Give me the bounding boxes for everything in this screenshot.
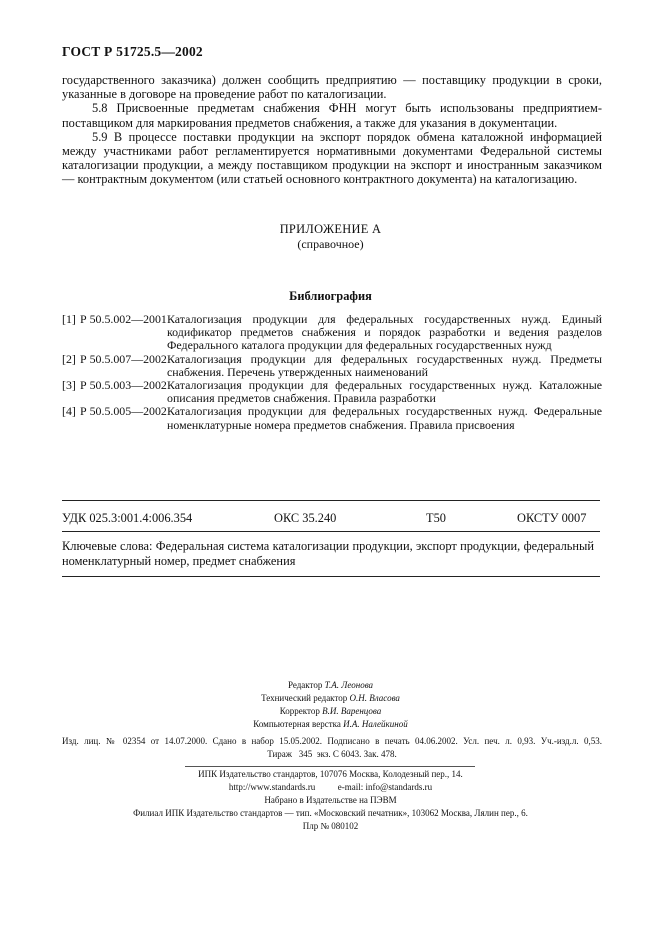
- standard-header: ГОСТ Р 51725.5—2002: [62, 44, 203, 59]
- publisher-block: [0, 768, 661, 833]
- print-info-line1: Изд. лиц. № 02354 от 14.07.2000. Сдано в набор 15.05.2002. Подписано в печать 04.06.2002. Усл. печ. л. 0,93. Уч.-изд.л. 0,53.: [62, 736, 602, 746]
- paragraph-5-9: 5.9 В процессе поставки продукции на экспорт порядок обмена каталожной информацией между участниками работ регламентируется нормативными документами Федеральной системы каталогизации продукции, а между поставщиком продукции на экспорт и иностранным заказчиком — контрактным документом (или статьей основного контрактного документа) на каталогизацию.: [62, 129, 602, 187]
- publisher-line4: Филиал ИПК Издательство стандартов — тип. «Московский печатник», 103062 Москва, Лялин пер., 6.: [133, 808, 528, 818]
- divider-short: [185, 766, 475, 767]
- credits-block: [0, 679, 661, 731]
- bibliography-item: [62, 405, 602, 431]
- credit-corrector: Корректор В.И. Варенцова: [279, 706, 382, 716]
- okstu-code: ОКСТУ 0007: [517, 511, 587, 525]
- paragraph-5-8: 5.8 Присвоенные предметам снабжения ФНН могут быть использованы предприятием-поставщиком для маркирования предметов снабжения, а также для указания в документации.: [62, 101, 602, 130]
- publisher-line3: Набрано в Издательстве на ПЭВМ: [264, 795, 397, 805]
- bibliography-code: Р 50.5.003—2002: [80, 378, 167, 393]
- bibliography-text: Каталогизация продукции для федеральных государственных нужд. Федеральные номенклатурные номера предметов снабжения. Правила присвоения: [167, 404, 602, 432]
- print-info-line2: Тираж 345 экз. С 6043. Зак. 478.: [267, 749, 397, 759]
- paragraph-continuation: государственного заказчика) должен сообщить предприятию — поставщику продукции в сроки, указанные в договоре на проведение работ по каталогизации.: [62, 73, 602, 102]
- divider-middle: [62, 531, 600, 532]
- bibliography-text: Каталогизация продукции для федеральных государственных нужд. Каталожные описания предметов снабжения. Правила разработки: [167, 378, 602, 406]
- publisher-line2: http://www.standards.ru e-mail: info@standards.ru: [228, 782, 433, 792]
- udk-code: УДК 025.3:001.4:006.354: [62, 511, 193, 525]
- bibliography-number: [4]: [62, 404, 76, 419]
- appendix-subtitle: (справочное): [297, 237, 364, 251]
- bibliography-item: [62, 379, 602, 405]
- bibliography-number: [1]: [62, 312, 76, 326]
- bibliography-number: [3]: [62, 378, 76, 393]
- divider-bottom: [62, 576, 600, 577]
- publisher-line5: Плр № 080102: [302, 821, 359, 831]
- keywords: Ключевые слова: Федеральная система каталогизации продукции, экспорт продукции, федеральный номенклатурный номер, предмет снабжения: [62, 539, 594, 568]
- credit-editor: Редактор Т.А. Леонова: [287, 680, 374, 690]
- bibliography-code: Р 50.5.007—2002: [80, 351, 167, 366]
- oks-code: ОКС 35.240: [274, 511, 337, 525]
- appendix-title: ПРИЛОЖЕНИЕ А: [279, 222, 382, 236]
- credit-tech-editor: Технический редактор О.Н. Власова: [261, 693, 400, 703]
- publisher-line1: ИПК Издательство стандартов, 107076 Москва, Колодезный пер., 14.: [198, 769, 463, 779]
- classification-codes: [62, 511, 600, 527]
- divider-top: [62, 500, 600, 501]
- bibliography-number: [2]: [62, 351, 76, 366]
- bibliography-text: Каталогизация продукции для федеральных государственных нужд. Предметы снабжения. Перечень утвержденных наименований: [167, 351, 602, 379]
- bibliography-item: [62, 313, 602, 353]
- bibliography-text: Каталогизация продукции для федеральных государственных нужд. Единый кодификатор предметов снабжения и порядок разработки и ведения разделов Федерального каталога продукции для федеральных государственных нужд: [167, 312, 602, 353]
- body-text: [62, 73, 602, 187]
- bibliography-list: [62, 313, 602, 432]
- bibliography-code: Р 50.5.005—2002: [80, 404, 167, 419]
- bibliography-title: Библиография: [289, 289, 372, 303]
- bibliography-item: [62, 353, 602, 379]
- bibliography-code: Р 50.5.002—2001: [80, 312, 167, 326]
- print-info: [62, 735, 602, 761]
- t-code: Т50: [426, 511, 446, 525]
- credit-layout: Компьютерная верстка И.А. Налейкиной: [253, 719, 408, 729]
